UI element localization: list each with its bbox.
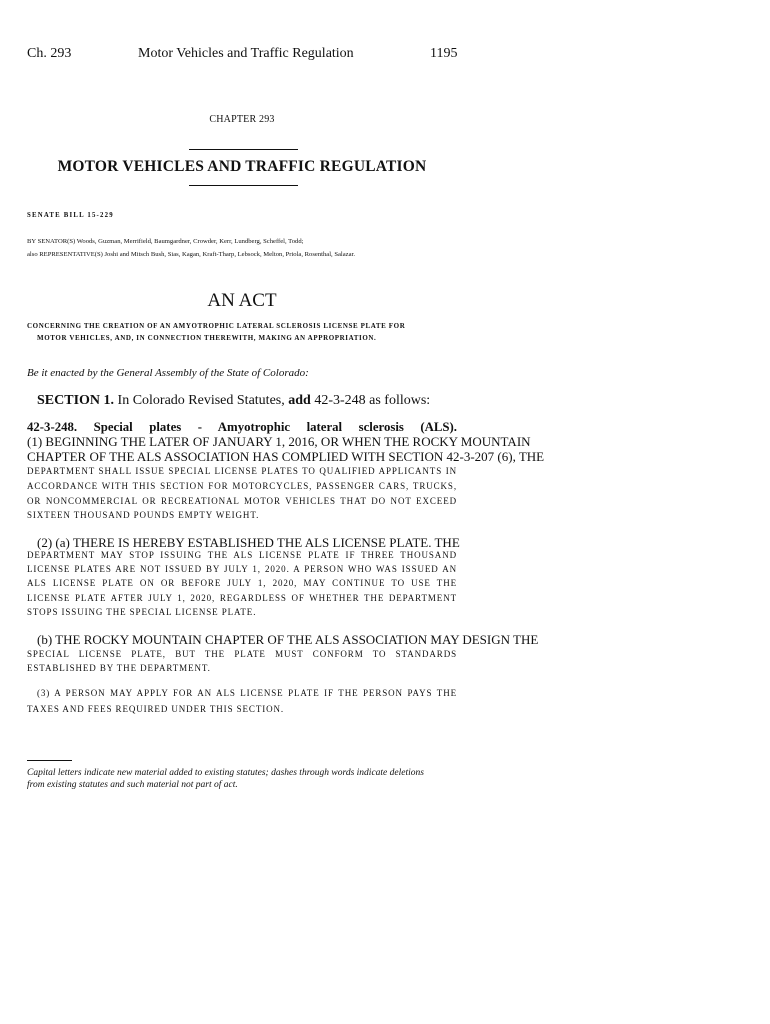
- chapter-title: MOTOR VEHICLES AND TRAFFIC REGULATION: [57, 158, 427, 175]
- title-rule-bottom: [189, 185, 298, 186]
- bill-number: SENATE BILL 15-229: [27, 212, 114, 219]
- chapter-label: CHAPTER 293: [209, 114, 275, 125]
- section-1-text: In Colorado Revised Statutes,: [114, 393, 289, 408]
- section-1-add: add: [288, 393, 311, 408]
- subsection-1-line: (1) BEGINNING THE LATER OF JANUARY 1, 2016, OR WHEN THE ROCKY MOUNTAIN: [27, 434, 531, 449]
- subsection-3-line: TAXES AND FEES REQUIRED UNDER THIS SECTION.: [27, 704, 285, 714]
- title-rule-top: [189, 149, 298, 150]
- subsection-1-line: CHAPTER OF THE ALS ASSOCIATION HAS COMPLIED WITH SECTION 42-3-207 (6), THE: [27, 449, 545, 464]
- subsection-2a-line: STOPS ISSUING THE SPECIAL LICENSE PLATE.: [27, 607, 257, 617]
- subsection-2a-line: DEPARTMENT MAY STOP ISSUING THE ALS LICENSE PLATE IF THREE THOUSAND: [27, 550, 457, 560]
- footnote-rule: [27, 760, 72, 761]
- subsection-1-line: SIXTEEN THOUSAND POUNDS EMPTY WEIGHT.: [27, 510, 260, 520]
- subsection-2b-line: ESTABLISHED BY THE DEPARTMENT.: [27, 663, 211, 673]
- subsection-2a-line: (2) (a) THERE IS HEREBY ESTABLISHED THE ALS LICENSE PLATE. THE: [37, 535, 460, 550]
- sponsor-senators: BY SENATOR(S) Woods, Guzman, Merrifield, Baumgardner, Crowder, Kerr, Lundberg, Scheffel, Todd;: [27, 238, 304, 245]
- statute-heading: 42-3-248. Special plates - Amyotrophic lateral sclerosis (ALS).: [27, 420, 457, 434]
- subsection-2a-line: ALS LICENSE PLATE ON OR BEFORE JULY 1, 2020, MAY CONTINUE TO USE THE: [27, 578, 457, 588]
- concerning-line: MOTOR VEHICLES, AND, IN CONNECTION THEREWITH, MAKING AN APPROPRIATION.: [37, 334, 377, 342]
- subsection-3-line: (3) A PERSON MAY APPLY FOR AN ALS LICENSE PLATE IF THE PERSON PAYS THE: [37, 688, 457, 698]
- subsection-2b-line: (b) THE ROCKY MOUNTAIN CHAPTER OF THE ALS ASSOCIATION MAY DESIGN THE: [37, 632, 539, 647]
- subsection-2b-line: SPECIAL LICENSE PLATE, BUT THE PLATE MUST CONFORM TO STANDARDS: [27, 649, 457, 659]
- act-label: AN ACT: [207, 290, 277, 311]
- sponsor-representatives: also REPRESENTATIVE(S) Joshi and Mitsch Bush, Sias, Kagan, Kraft-Tharp, Lebsock, Melton, Priola, Rosenthal, Salazar.: [27, 251, 356, 258]
- subsection-1-line: OR NONCOMMERCIAL OR RECREATIONAL MOTOR VEHICLES THAT DO NOT EXCEED: [27, 496, 457, 506]
- footnote-line: from existing statutes and such material not part of act.: [27, 780, 238, 790]
- section-1-text-end: 42-3-248 as follows:: [310, 393, 431, 408]
- footnote-line: Capital letters indicate new material added to existing statutes; dashes through words indicate deletions: [27, 768, 424, 778]
- section-1-intro: [37, 393, 430, 409]
- header-page-number: 1195: [430, 46, 458, 61]
- subsection-2a-line: LICENSE PLATE AFTER JULY 1, 2020, REGARDLESS OF WHETHER THE DEPARTMENT: [27, 593, 457, 603]
- subsection-1-line: ACCORDANCE WITH THIS SECTION FOR MOTORCYCLES, PASSENGER CARS, TRUCKS,: [27, 481, 457, 491]
- header-chapter-ref: Ch. 293: [27, 46, 72, 61]
- subsection-1-line: DEPARTMENT SHALL ISSUE SPECIAL LICENSE PLATES TO QUALIFIED APPLICANTS IN: [27, 466, 457, 476]
- section-1-label: SECTION 1.: [37, 393, 115, 408]
- concerning-line: CONCERNING THE CREATION OF AN AMYOTROPHIC LATERAL SCLEROSIS LICENSE PLATE FOR: [27, 322, 406, 330]
- header-running-title: Motor Vehicles and Traffic Regulation: [138, 46, 354, 61]
- enacting-clause: Be it enacted by the General Assembly of the State of Colorado:: [27, 367, 309, 379]
- subsection-2a-line: LICENSE PLATES ARE NOT ISSUED BY JULY 1, 2020. A PERSON WHO WAS ISSUED AN: [27, 564, 457, 574]
